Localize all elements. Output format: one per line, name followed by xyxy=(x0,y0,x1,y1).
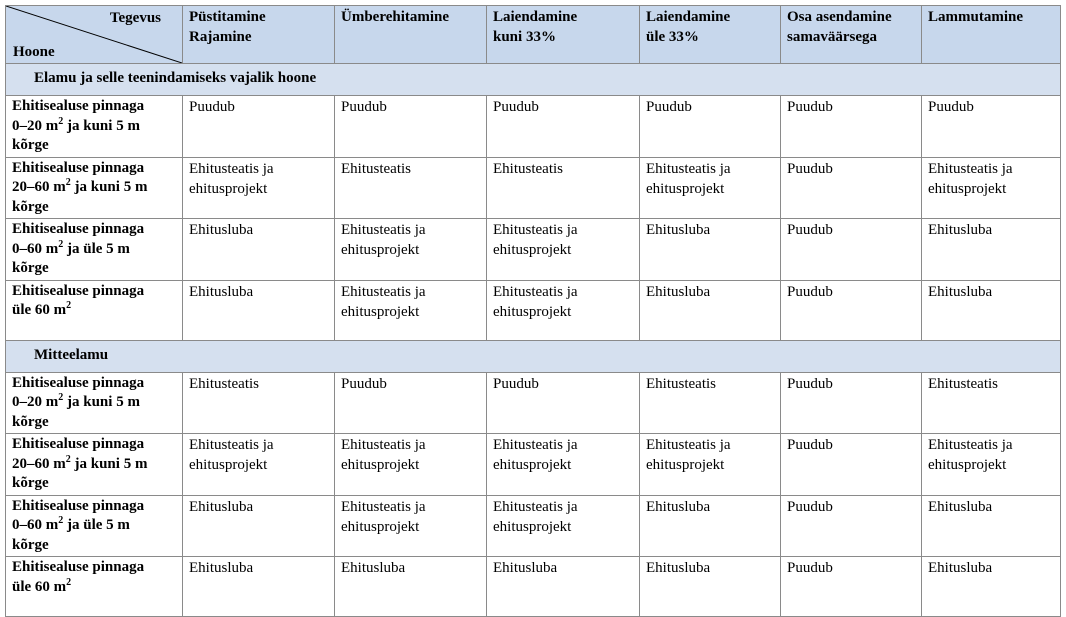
category-text: Ehitisealuse pinnaga xyxy=(12,282,145,299)
building-category-cell xyxy=(6,96,183,158)
requirement-text: ehitusprojekt xyxy=(341,518,420,535)
category-height: ja kuni 5 m xyxy=(63,394,140,410)
requirement-cell xyxy=(922,157,1061,219)
requirement-text: Puudub xyxy=(787,283,833,300)
category-area: 20–60 m xyxy=(12,179,66,195)
requirement-cell xyxy=(922,557,1061,617)
category-line xyxy=(12,474,176,494)
requirement-text: Ehitusteatis ja xyxy=(341,437,426,453)
requirement-cell xyxy=(487,280,640,340)
requirement-cell xyxy=(183,280,335,340)
requirement-cell xyxy=(640,96,781,158)
category-line xyxy=(12,558,176,578)
category-text: kõrge xyxy=(12,260,49,276)
requirement-text: Puudub xyxy=(787,437,833,453)
requirement-cell xyxy=(781,280,922,340)
requirement-text: Puudub xyxy=(341,375,387,392)
table-row xyxy=(6,434,1061,496)
requirement-text: Ehitusteatis ja xyxy=(341,283,426,300)
category-text: Ehitisealuse pinnaga xyxy=(12,436,145,452)
building-axis-label: Hoone xyxy=(13,44,55,60)
requirement-cell xyxy=(640,219,781,281)
category-line xyxy=(12,578,176,598)
category-line xyxy=(12,159,176,179)
table-row xyxy=(6,219,1061,281)
requirement-cell xyxy=(781,557,922,617)
category-text: kõrge xyxy=(12,198,49,215)
requirement-text: ehitusprojekt xyxy=(928,457,1007,473)
requirement-cell xyxy=(183,157,335,219)
requirement-text: Ehitusteatis ja xyxy=(189,160,274,177)
requirement-cell xyxy=(183,219,335,281)
table-body xyxy=(6,64,1061,617)
category-line xyxy=(12,497,176,517)
column-header-line: Laiendamine xyxy=(493,9,578,25)
requirement-text: Ehitusteatis xyxy=(928,375,998,392)
requirement-cell xyxy=(487,219,640,281)
building-category-cell xyxy=(6,280,183,340)
category-text: Ehitisealuse pinnaga xyxy=(12,221,145,237)
requirement-text: ehitusprojekt xyxy=(493,303,572,320)
requirement-text: ehitusprojekt xyxy=(341,303,420,320)
column-header-line: Lammutamine xyxy=(928,9,1023,25)
requirement-cell xyxy=(487,557,640,617)
category-line xyxy=(12,413,176,433)
requirement-text: Puudub xyxy=(787,560,833,576)
requirement-text: Puudub xyxy=(787,498,833,515)
requirement-text: Puudub xyxy=(493,375,539,392)
requirement-text: Puudub xyxy=(189,99,235,115)
category-text: Ehitisealuse pinnaga xyxy=(12,159,145,176)
column-header-line: Laiendamine xyxy=(646,9,731,25)
requirement-cell xyxy=(183,557,335,617)
requirement-cell xyxy=(781,219,922,281)
table-row xyxy=(6,96,1061,158)
category-text: Ehitisealuse pinnaga xyxy=(12,98,145,114)
category-text: kõrge xyxy=(12,536,49,553)
requirement-text: Ehitusteatis ja xyxy=(928,160,1013,177)
table-row xyxy=(6,280,1061,340)
requirement-cell xyxy=(640,434,781,496)
column-header-line: kuni 33% xyxy=(493,29,556,45)
table-row xyxy=(6,372,1061,434)
category-text: Ehitisealuse pinnaga xyxy=(12,559,145,575)
category-line xyxy=(12,516,176,536)
requirement-text: Ehitusteatis ja xyxy=(646,437,731,453)
requirement-text: Puudub xyxy=(787,99,833,115)
requirement-cell xyxy=(335,96,487,158)
requirement-text: Ehitusluba xyxy=(646,560,711,576)
category-area: 0–60 m xyxy=(12,517,59,533)
requirement-cell xyxy=(487,495,640,557)
requirement-text: Ehitusteatis xyxy=(493,160,563,177)
requirement-text: ehitusprojekt xyxy=(341,242,420,258)
requirement-cell xyxy=(487,157,640,219)
requirement-cell xyxy=(487,434,640,496)
category-line xyxy=(12,220,176,240)
building-category-cell xyxy=(6,157,183,219)
requirement-cell xyxy=(487,372,640,434)
requirement-text: Ehitusteatis ja xyxy=(928,437,1013,453)
area-unit-exponent: 2 xyxy=(66,576,72,588)
requirement-cell xyxy=(183,96,335,158)
requirement-cell xyxy=(335,280,487,340)
requirement-text: Ehitusluba xyxy=(646,222,711,238)
requirement-text: Puudub xyxy=(646,99,692,115)
section-title: Mitteelamu xyxy=(6,340,1061,372)
requirement-text: Ehitusluba xyxy=(646,283,711,300)
requirement-text: ehitusprojekt xyxy=(493,242,572,258)
requirement-text: Ehitusluba xyxy=(928,560,993,576)
category-text: kõrge xyxy=(12,137,49,153)
category-area: 0–20 m xyxy=(12,394,59,410)
requirement-text: Puudub xyxy=(787,375,833,392)
requirement-cell xyxy=(640,372,781,434)
requirement-text: Ehitusluba xyxy=(928,283,993,300)
column-header-line: Rajamine xyxy=(189,29,252,45)
area-unit-exponent: 2 xyxy=(58,515,64,526)
requirement-text: ehitusprojekt xyxy=(189,180,268,197)
category-area: 0–20 m xyxy=(12,117,59,134)
column-header-extension-up-to-33 xyxy=(487,6,640,64)
corner-header-cell xyxy=(6,6,183,64)
requirement-text: ehitusprojekt xyxy=(493,518,572,535)
requirement-text: Ehitusluba xyxy=(189,498,254,515)
requirement-text: Ehitusteatis xyxy=(189,375,259,392)
building-category-cell xyxy=(6,495,183,557)
category-area: 20–60 m xyxy=(12,455,66,472)
table-row xyxy=(6,157,1061,219)
requirement-cell xyxy=(335,372,487,434)
category-line xyxy=(12,117,176,137)
column-header-line: samaväärsega xyxy=(787,29,877,45)
requirement-text: ehitusprojekt xyxy=(493,457,572,473)
category-text: Ehitisealuse pinnaga xyxy=(12,374,145,391)
section-row xyxy=(6,340,1061,372)
requirement-text: Ehitusteatis ja xyxy=(493,498,578,515)
requirement-text: Ehitusteatis ja xyxy=(493,437,578,453)
requirement-text: Ehitusluba xyxy=(928,498,993,515)
requirement-text: Ehitusteatis ja xyxy=(493,283,578,300)
requirement-text: Ehitusteatis xyxy=(341,160,411,177)
section-title: Elamu ja selle teenindamiseks vajalik hoone xyxy=(6,64,1061,96)
category-height: ja kuni 5 m xyxy=(63,117,140,134)
requirement-text: Ehitusluba xyxy=(928,222,993,238)
column-header-line: Püstitamine xyxy=(189,9,266,25)
requirement-cell xyxy=(487,96,640,158)
requirement-text: Ehitusluba xyxy=(341,560,406,576)
building-category-cell xyxy=(6,557,183,617)
section-row xyxy=(6,64,1061,96)
requirement-cell xyxy=(781,495,922,557)
requirement-text: Ehitusteatis ja xyxy=(189,437,274,453)
requirement-text: Ehitusteatis ja xyxy=(493,222,578,238)
requirement-text: Puudub xyxy=(341,99,387,115)
category-text: kõrge xyxy=(12,475,49,491)
requirement-text: Ehitusteatis ja xyxy=(646,160,731,177)
column-header-line: üle 33% xyxy=(646,29,699,45)
category-line xyxy=(12,136,176,156)
requirement-cell xyxy=(335,434,487,496)
requirement-cell xyxy=(781,372,922,434)
requirement-cell xyxy=(922,219,1061,281)
requirement-cell xyxy=(922,96,1061,158)
requirement-text: ehitusprojekt xyxy=(928,180,1007,197)
category-height: ja kuni 5 m xyxy=(70,179,148,195)
area-unit-exponent: 2 xyxy=(66,300,72,311)
requirement-cell xyxy=(335,219,487,281)
requirement-cell xyxy=(640,557,781,617)
area-unit-exponent: 2 xyxy=(58,115,64,127)
requirement-text: Ehitusteatis ja xyxy=(341,222,426,238)
requirement-text: Ehitusteatis ja xyxy=(341,498,426,515)
requirement-cell xyxy=(922,372,1061,434)
requirement-cell xyxy=(335,157,487,219)
table-row xyxy=(6,557,1061,617)
requirement-cell xyxy=(335,557,487,617)
requirement-text: Ehitusluba xyxy=(189,560,254,576)
category-text: Ehitisealuse pinnaga xyxy=(12,497,145,514)
category-text: kõrge xyxy=(12,413,49,430)
column-header-line: Ümberehitamine xyxy=(341,9,450,25)
category-line xyxy=(12,374,176,394)
building-category-cell xyxy=(6,434,183,496)
requirement-cell xyxy=(183,495,335,557)
category-height: ja kuni 5 m xyxy=(70,455,148,472)
requirement-cell xyxy=(183,372,335,434)
category-line xyxy=(12,536,176,556)
category-line xyxy=(12,282,176,302)
permit-requirements-table xyxy=(5,5,1061,617)
category-area: üle 60 m xyxy=(12,578,67,595)
requirement-text: Ehitusluba xyxy=(189,222,254,238)
requirement-text: Ehitusteatis xyxy=(646,375,716,392)
requirement-text: ehitusprojekt xyxy=(646,457,725,473)
area-unit-exponent: 2 xyxy=(65,453,71,465)
requirement-cell xyxy=(781,96,922,158)
requirement-text: ehitusprojekt xyxy=(189,457,268,473)
requirement-text: Puudub xyxy=(928,99,974,115)
area-unit-exponent: 2 xyxy=(58,238,64,250)
requirement-cell xyxy=(640,157,781,219)
requirement-text: Puudub xyxy=(493,99,539,115)
building-category-cell xyxy=(6,372,183,434)
requirement-cell xyxy=(183,434,335,496)
column-header-partial-replacement xyxy=(781,6,922,64)
column-header-extension-over-33 xyxy=(640,6,781,64)
requirement-cell xyxy=(781,157,922,219)
requirement-text: ehitusprojekt xyxy=(646,180,725,197)
area-unit-exponent: 2 xyxy=(58,392,64,403)
requirement-cell xyxy=(922,495,1061,557)
building-category-cell xyxy=(6,219,183,281)
category-line xyxy=(12,393,176,413)
requirement-text: Puudub xyxy=(787,160,833,177)
category-height: ja üle 5 m xyxy=(63,517,130,533)
column-header-construction xyxy=(183,6,335,64)
requirement-cell xyxy=(335,495,487,557)
category-area: 0–60 m xyxy=(12,240,59,257)
category-height: ja üle 5 m xyxy=(63,240,130,257)
category-line xyxy=(12,97,176,117)
requirement-cell xyxy=(922,434,1061,496)
requirement-cell xyxy=(922,280,1061,340)
requirement-text: Ehitusluba xyxy=(493,560,558,576)
activity-axis-label: Tegevus xyxy=(109,10,161,26)
requirement-text: Ehitusluba xyxy=(189,283,254,300)
area-unit-exponent: 2 xyxy=(65,177,71,188)
category-line xyxy=(12,435,176,455)
column-header-demolition xyxy=(922,6,1061,64)
requirement-cell xyxy=(640,280,781,340)
requirement-text: Ehitusluba xyxy=(646,498,711,515)
requirement-text: ehitusprojekt xyxy=(341,457,420,473)
column-header-reconstruction xyxy=(335,6,487,64)
category-line xyxy=(12,301,176,321)
requirement-text: Puudub xyxy=(787,222,833,238)
category-line xyxy=(12,455,176,475)
category-area: üle 60 m xyxy=(12,302,67,318)
category-line xyxy=(12,178,176,198)
requirement-cell xyxy=(781,434,922,496)
category-line xyxy=(12,240,176,260)
column-header-line: Osa asendamine xyxy=(787,9,892,25)
header-row xyxy=(6,6,1061,64)
category-line xyxy=(12,198,176,218)
requirement-cell xyxy=(640,495,781,557)
category-line xyxy=(12,259,176,279)
table-row xyxy=(6,495,1061,557)
